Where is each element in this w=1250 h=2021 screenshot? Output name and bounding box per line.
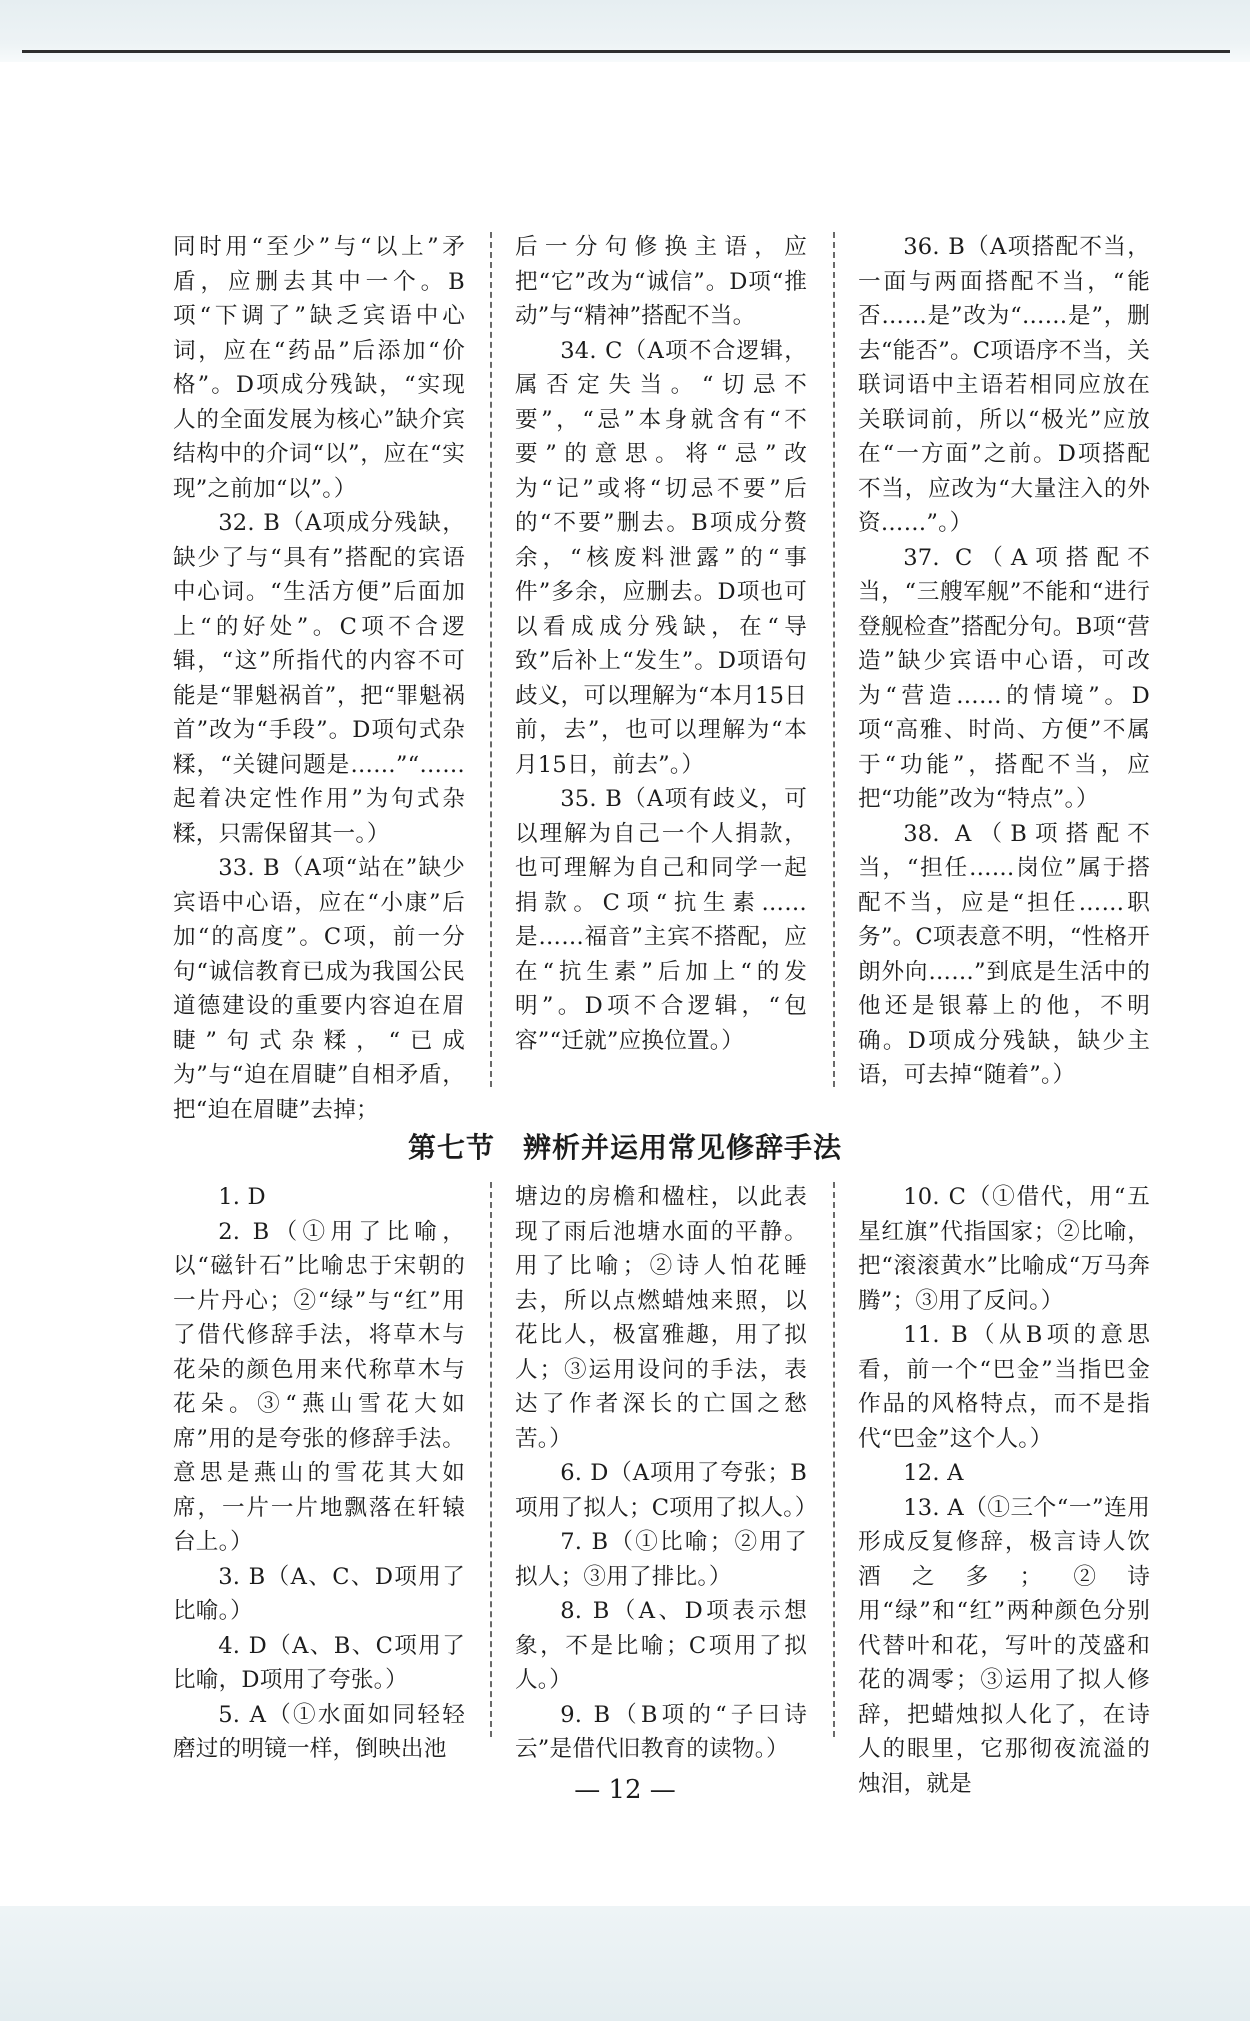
answer-paragraph: 5. A（①水面如同轻轻磨过的明镜一样，倒映出池 [173, 1701, 465, 1762]
column-separator [490, 232, 492, 1087]
page-number: — 12 — [574, 1775, 676, 1805]
answer-paragraph: 35. B（A项有歧义，可以理解为自己一个人捐款，也可理解为自己和同学一起捐款。C项“抗生素……是……福音”主宾不搭配，应在“抗生素”后加上“的发明”。D项不合逻辑，“包容”“迁就”应换位置。） [515, 786, 807, 1054]
answer-paragraph: 塘边的房檐和楹柱，以此表现了雨后池塘水面的平静。用了比喻；②诗人怕花睡去，所以点燃蜡烛来照，以花比人，极富雅趣，用了拟人；③运用设问的手法，表达了作者深长的亡国之愁苦。） [515, 1184, 807, 1452]
column-separator [833, 232, 835, 1087]
section-heading [0, 1126, 1250, 1166]
answer-paragraph: 同时用“至少”与“以上”矛盾，应删去其中一个。B项“下调了”缺乏宾语中心词，应在“药品”后添加“价格”。D项成分残缺，“实现人的全面发展为核心”缺介宾结构中的介词“以”，应在“实现”之前加“以”。） [173, 234, 465, 502]
answer-paragraph: 10. C（①借代，用“五星红旗”代指国家；②比喻，把“滚滚黄水”比喻成“万马奔腾”；③用了反问。） [858, 1184, 1150, 1314]
top-rule [22, 50, 1230, 53]
answer-paragraph: 12. A [903, 1460, 964, 1486]
answer-paragraph: 6. D（A项用了夸张；B项用了拟人；C项用了拟人。） [515, 1460, 818, 1521]
answer-paragraph: 13. A（①三个“一”连用形成反复修辞，极言诗人饮酒之多；②诗用“绿”和“红”两种颜色分别代替叶和花，写叶的茂盛和花的凋零；③运用了拟人修辞，把蜡烛拟人化了，在诗人的眼里，它那彻夜流溢的烛泪，就是 [858, 1494, 1150, 1797]
column-separator [833, 1182, 835, 1737]
answer-paragraph: 38. A（B项搭配不当，“担任……岗位”属于搭配不当，应是“担任……职务”。C项表意不明，“性格开朗外向……”到底是生活中的他还是银幕上的他，不明确。D项成分残缺，缺少主语，可去掉“随着”。） [858, 820, 1150, 1088]
answer-paragraph: 9. B（B项的“子曰诗云”是借代旧教育的读物。） [515, 1701, 807, 1762]
answer-paragraph: 37. C（A项搭配不当，“三艘军舰”不能和“进行登舰检查”搭配分句。B项“营造”缺少宾语中心语，可改为“营造……的情境”。D项“高雅、时尚、方便”不属于“功能”，搭配不当，应把“功能”改为“特点”。） [858, 544, 1150, 812]
answers-bottom-column-1 [173, 1180, 465, 1767]
answers-top-column-3 [858, 230, 1150, 1093]
bottom-scan-band [0, 1906, 1250, 2021]
section-heading-number: 第七节 [407, 1131, 495, 1164]
answers-top-column-1 [173, 230, 465, 1127]
answers-top-column-2 [515, 230, 807, 1058]
column-separator [490, 1182, 492, 1737]
answer-paragraph: 36. B（A项搭配不当，一面与两面搭配不当，“能否……是”改为“……是”，删去“能否”。C项语序不当，关联词语中主语若相同应放在关联词前，所以“极光”应放在“一方面”之前。D项搭配不当，应改为“大量注入的外资……”。） [858, 234, 1150, 536]
answer-paragraph: 后一分句修换主语，应把“它”改为“诚信”。D项“推动”与“精神”搭配不当。 [515, 234, 807, 329]
answer-paragraph: 2. B（①用了比喻，以“磁针石”比喻忠于宋朝的一片丹心；②“绿”与“红”用了借代修辞手法，将草木与花朵的颜色用来代称草木与花朵。③“燕山雪花大如席”用的是夸张的修辞手法。意思是燕山的雪花其大如席，一片一片地飘落在轩辕台上。） [173, 1218, 465, 1555]
answer-paragraph: 8. B（A、D项表示想象，不是比喻；C项用了拟人。） [515, 1598, 807, 1693]
answer-paragraph: 11. B（从B项的意思看，前一个“巴金”当指巴金作品的风格特点，而不是指代“巴金”这个人。） [858, 1322, 1150, 1452]
answer-paragraph: 33. B（A项“站在”缺少宾语中心语，应在“小康”后加“的高度”。C项，前一分句“诚信教育已成为我国公民道德建设的重要内容迫在眉睫”句式杂糅，“已成为”与“迫在眉睫”自相矛盾，把“迫在眉睫”去掉； [173, 855, 465, 1123]
answers-bottom-column-3 [858, 1180, 1150, 1801]
answer-paragraph: 32. B（A项成分残缺，缺少了与“具有”搭配的宾语中心词。“生活方便”后面加上“的好处”。C项不合逻辑，“这”所指代的内容不可能是“罪魁祸首”，把“罪魁祸首”改为“手段”。D项句式杂糅，“关键问题是……”“……起着决定性作用”为句式杂糅，只需保留其一。） [173, 510, 465, 847]
answers-bottom-column-2 [515, 1180, 818, 1767]
answer-paragraph: 1. D [218, 1184, 266, 1210]
answer-paragraph: 7. B（①比喻；②用了拟人；③用了排比。） [515, 1529, 807, 1590]
answer-paragraph: 34. C（A项不合逻辑，属否定失当。“切忌不要”，“忌”本身就含有“不要”的意思。将“忌”改为“记”或将“切忌不要”后的“不要”删去。B项成分赘余，“核废料泄露”的“事件”多余，应删去。D项也可以看成成分残缺，在“导致”后补上“发生”。D项语句歧义，可以理解为“本月15日前，去”，也可以理解为“本月15日，前去”。） [515, 337, 807, 778]
answer-paragraph: 4. D（A、B、C项用了比喻，D项用了夸张。） [173, 1632, 465, 1693]
section-heading-title: 辨析并运用常见修辞手法 [523, 1131, 843, 1164]
answer-paragraph: 3. B（A、C、D项用了比喻。） [173, 1563, 465, 1624]
